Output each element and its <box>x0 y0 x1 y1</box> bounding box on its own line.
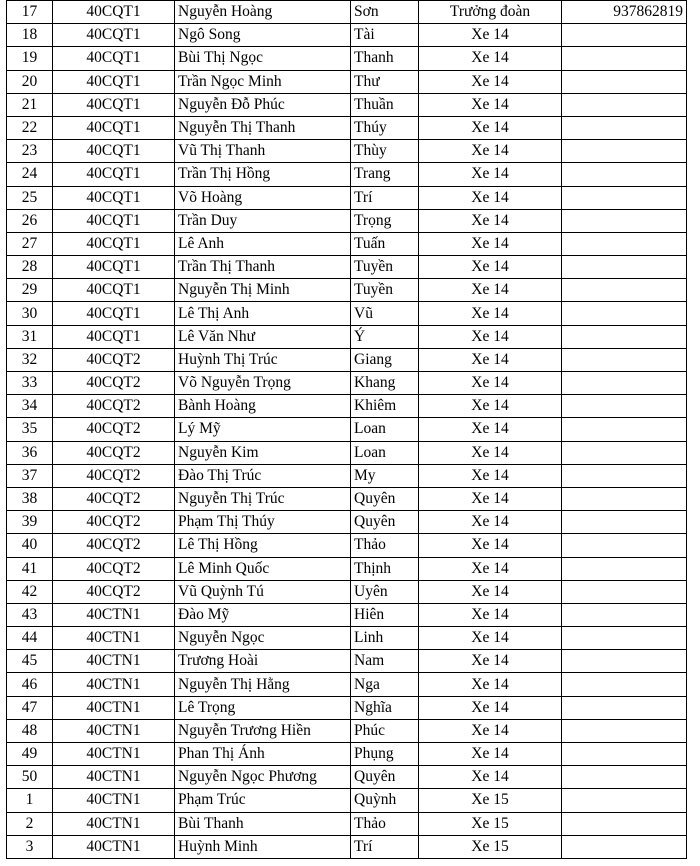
class-code-cell: 40CQT1 <box>53 70 175 93</box>
phone-cell <box>562 395 687 418</box>
given-name-cell: Tài <box>351 24 419 47</box>
class-code-cell: 40CTN1 <box>53 835 175 858</box>
table-row <box>7 1 687 24</box>
row-number-cell: 23 <box>7 140 53 163</box>
surname-cell: Vũ Quỳnh Tú <box>175 580 351 603</box>
class-code-cell: 40CQT1 <box>53 279 175 302</box>
surname-cell: Lê Anh <box>175 232 351 255</box>
phone-cell <box>562 603 687 626</box>
class-code-cell: 40CTN1 <box>53 743 175 766</box>
phone-cell <box>562 719 687 742</box>
given-name-cell: Loan <box>351 418 419 441</box>
phone-cell <box>562 24 687 47</box>
vehicle-note-cell: Xe 14 <box>419 140 562 163</box>
vehicle-note-cell: Xe 14 <box>419 650 562 673</box>
vehicle-note-cell: Xe 14 <box>419 719 562 742</box>
surname-cell: Huỳnh Minh <box>175 835 351 858</box>
vehicle-note-cell: Xe 14 <box>419 302 562 325</box>
phone-cell <box>562 209 687 232</box>
row-number-cell: 17 <box>7 1 53 24</box>
class-code-cell: 40CQT2 <box>53 348 175 371</box>
table-row <box>7 209 687 232</box>
surname-cell: Nguyễn Hoàng <box>175 1 351 24</box>
table-row <box>7 348 687 371</box>
row-number-cell: 31 <box>7 325 53 348</box>
given-name-cell: Tuyền <box>351 279 419 302</box>
phone-cell <box>562 372 687 395</box>
phone-cell <box>562 766 687 789</box>
vehicle-note-cell: Xe 14 <box>419 186 562 209</box>
surname-cell: Phạm Thị Thúy <box>175 511 351 534</box>
phone-cell <box>562 418 687 441</box>
vehicle-note-cell: Xe 14 <box>419 418 562 441</box>
row-number-cell: 1 <box>7 789 53 812</box>
given-name-cell: Uyên <box>351 580 419 603</box>
given-name-cell: My <box>351 464 419 487</box>
class-code-cell: 40CQT2 <box>53 441 175 464</box>
table-row <box>7 743 687 766</box>
phone-cell <box>562 256 687 279</box>
phone-cell <box>562 627 687 650</box>
table-row <box>7 511 687 534</box>
vehicle-note-cell: Xe 14 <box>419 580 562 603</box>
row-number-cell: 22 <box>7 116 53 139</box>
given-name-cell: Phúc <box>351 719 419 742</box>
phone-cell <box>562 511 687 534</box>
row-number-cell: 32 <box>7 348 53 371</box>
vehicle-note-cell: Xe 15 <box>419 835 562 858</box>
vehicle-note-cell: Xe 14 <box>419 511 562 534</box>
given-name-cell: Ý <box>351 325 419 348</box>
vehicle-note-cell: Xe 14 <box>419 603 562 626</box>
row-number-cell: 38 <box>7 487 53 510</box>
vehicle-note-cell: Xe 14 <box>419 279 562 302</box>
given-name-cell: Giang <box>351 348 419 371</box>
surname-cell: Nguyễn Thị Trúc <box>175 487 351 510</box>
class-code-cell: 40CQT1 <box>53 1 175 24</box>
surname-cell: Nguyễn Thị Hằng <box>175 673 351 696</box>
row-number-cell: 48 <box>7 719 53 742</box>
vehicle-note-cell: Xe 14 <box>419 464 562 487</box>
table-row <box>7 534 687 557</box>
vehicle-note-cell: Xe 14 <box>419 743 562 766</box>
surname-cell: Nguyễn Thị Thanh <box>175 116 351 139</box>
row-number-cell: 44 <box>7 627 53 650</box>
vehicle-note-cell: Xe 14 <box>419 441 562 464</box>
table-row <box>7 557 687 580</box>
class-code-cell: 40CQT1 <box>53 140 175 163</box>
given-name-cell: Trí <box>351 835 419 858</box>
vehicle-note-cell: Xe 14 <box>419 116 562 139</box>
surname-cell: Nguyễn Ngọc <box>175 627 351 650</box>
surname-cell: Nguyễn Ngọc Phương <box>175 766 351 789</box>
given-name-cell: Vũ <box>351 302 419 325</box>
class-code-cell: 40CTN1 <box>53 812 175 835</box>
phone-cell <box>562 116 687 139</box>
class-code-cell: 40CQT1 <box>53 325 175 348</box>
class-code-cell: 40CQT2 <box>53 418 175 441</box>
vehicle-note-cell: Xe 14 <box>419 557 562 580</box>
class-code-cell: 40CQT2 <box>53 487 175 510</box>
phone-cell <box>562 186 687 209</box>
phone-cell <box>562 441 687 464</box>
row-number-cell: 28 <box>7 256 53 279</box>
given-name-cell: Thư <box>351 70 419 93</box>
given-name-cell: Quyên <box>351 487 419 510</box>
phone-cell <box>562 580 687 603</box>
row-number-cell: 18 <box>7 24 53 47</box>
row-number-cell: 29 <box>7 279 53 302</box>
phone-cell <box>562 696 687 719</box>
surname-cell: Lê Văn Như <box>175 325 351 348</box>
table-row <box>7 140 687 163</box>
table-row <box>7 232 687 255</box>
vehicle-note-cell: Xe 14 <box>419 766 562 789</box>
given-name-cell: Trọng <box>351 209 419 232</box>
table-row <box>7 302 687 325</box>
phone-cell <box>562 163 687 186</box>
surname-cell: Phan Thị Ánh <box>175 743 351 766</box>
surname-cell: Bành Hoàng <box>175 395 351 418</box>
class-code-cell: 40CQT1 <box>53 209 175 232</box>
class-code-cell: 40CQT2 <box>53 534 175 557</box>
surname-cell: Trần Ngọc Minh <box>175 70 351 93</box>
row-number-cell: 45 <box>7 650 53 673</box>
phone-cell: 937862819 <box>562 1 687 24</box>
table-row <box>7 372 687 395</box>
class-code-cell: 40CQT1 <box>53 116 175 139</box>
row-number-cell: 30 <box>7 302 53 325</box>
table-row <box>7 812 687 835</box>
vehicle-note-cell: Xe 14 <box>419 209 562 232</box>
vehicle-note-cell: Xe 14 <box>419 163 562 186</box>
table-row <box>7 603 687 626</box>
surname-cell: Lý Mỹ <box>175 418 351 441</box>
phone-cell <box>562 743 687 766</box>
given-name-cell: Hiên <box>351 603 419 626</box>
vehicle-note-cell: Xe 14 <box>419 70 562 93</box>
phone-cell <box>562 557 687 580</box>
surname-cell: Võ Nguyễn Trọng <box>175 372 351 395</box>
row-number-cell: 39 <box>7 511 53 534</box>
given-name-cell: Phụng <box>351 743 419 766</box>
table-row <box>7 395 687 418</box>
surname-cell: Trương Hoài <box>175 650 351 673</box>
surname-cell: Đào Thị Trúc <box>175 464 351 487</box>
given-name-cell: Thuần <box>351 93 419 116</box>
vehicle-note-cell: Xe 14 <box>419 93 562 116</box>
phone-cell <box>562 70 687 93</box>
class-code-cell: 40CQT1 <box>53 163 175 186</box>
table-row <box>7 719 687 742</box>
surname-cell: Ngô Song <box>175 24 351 47</box>
vehicle-note-cell: Xe 14 <box>419 696 562 719</box>
class-code-cell: 40CTN1 <box>53 696 175 719</box>
class-code-cell: 40CTN1 <box>53 766 175 789</box>
given-name-cell: Thảo <box>351 812 419 835</box>
surname-cell: Trần Thị Hồng <box>175 163 351 186</box>
vehicle-note-cell: Xe 14 <box>419 232 562 255</box>
surname-cell: Bùi Thị Ngọc <box>175 47 351 70</box>
given-name-cell: Tuyền <box>351 256 419 279</box>
given-name-cell: Thảo <box>351 534 419 557</box>
class-code-cell: 40CQT2 <box>53 395 175 418</box>
phone-cell <box>562 325 687 348</box>
class-code-cell: 40CQT1 <box>53 93 175 116</box>
table-row <box>7 441 687 464</box>
given-name-cell: Linh <box>351 627 419 650</box>
given-name-cell: Trí <box>351 186 419 209</box>
row-number-cell: 27 <box>7 232 53 255</box>
class-code-cell: 40CQT2 <box>53 464 175 487</box>
table-row <box>7 279 687 302</box>
row-number-cell: 50 <box>7 766 53 789</box>
phone-cell <box>562 302 687 325</box>
table-row <box>7 835 687 858</box>
row-number-cell: 34 <box>7 395 53 418</box>
vehicle-note-cell: Xe 14 <box>419 47 562 70</box>
surname-cell: Lê Thị Hồng <box>175 534 351 557</box>
surname-cell: Bùi Thanh <box>175 812 351 835</box>
table-row <box>7 24 687 47</box>
class-code-cell: 40CQT1 <box>53 256 175 279</box>
row-number-cell: 37 <box>7 464 53 487</box>
class-code-cell: 40CTN1 <box>53 627 175 650</box>
class-code-cell: 40CQT2 <box>53 580 175 603</box>
phone-cell <box>562 464 687 487</box>
given-name-cell: Khang <box>351 372 419 395</box>
phone-cell <box>562 93 687 116</box>
given-name-cell: Thùy <box>351 140 419 163</box>
given-name-cell: Nga <box>351 673 419 696</box>
given-name-cell: Trang <box>351 163 419 186</box>
class-code-cell: 40CTN1 <box>53 719 175 742</box>
table-row <box>7 325 687 348</box>
vehicle-note-cell: Xe 14 <box>419 534 562 557</box>
surname-cell: Vũ Thị Thanh <box>175 140 351 163</box>
vehicle-note-cell: Xe 14 <box>419 487 562 510</box>
surname-cell: Võ Hoàng <box>175 186 351 209</box>
table-row <box>7 487 687 510</box>
row-number-cell: 20 <box>7 70 53 93</box>
vehicle-note-cell: Xe 14 <box>419 627 562 650</box>
phone-cell <box>562 487 687 510</box>
class-code-cell: 40CQT1 <box>53 47 175 70</box>
table-row <box>7 789 687 812</box>
vehicle-note-cell: Trưởng đoàn <box>419 1 562 24</box>
row-number-cell: 41 <box>7 557 53 580</box>
given-name-cell: Khiêm <box>351 395 419 418</box>
surname-cell: Nguyễn Thị Minh <box>175 279 351 302</box>
table-row <box>7 47 687 70</box>
class-code-cell: 40CTN1 <box>53 603 175 626</box>
given-name-cell: Sơn <box>351 1 419 24</box>
class-code-cell: 40CTN1 <box>53 650 175 673</box>
phone-cell <box>562 534 687 557</box>
vehicle-note-cell: Xe 14 <box>419 372 562 395</box>
table-row <box>7 163 687 186</box>
given-name-cell: Loan <box>351 441 419 464</box>
table-row <box>7 580 687 603</box>
class-code-cell: 40CQT2 <box>53 557 175 580</box>
surname-cell: Phạm Trúc <box>175 789 351 812</box>
row-number-cell: 40 <box>7 534 53 557</box>
surname-cell: Nguyễn Đỗ Phúc <box>175 93 351 116</box>
row-number-cell: 47 <box>7 696 53 719</box>
given-name-cell: Quyên <box>351 511 419 534</box>
surname-cell: Trần Thị Thanh <box>175 256 351 279</box>
given-name-cell: Thanh <box>351 47 419 70</box>
row-number-cell: 21 <box>7 93 53 116</box>
phone-cell <box>562 673 687 696</box>
given-name-cell: Thúy <box>351 116 419 139</box>
row-number-cell: 42 <box>7 580 53 603</box>
table-row <box>7 186 687 209</box>
surname-cell: Huỳnh Thị Trúc <box>175 348 351 371</box>
class-code-cell: 40CQT1 <box>53 24 175 47</box>
table-row <box>7 627 687 650</box>
vehicle-note-cell: Xe 14 <box>419 395 562 418</box>
table-row <box>7 256 687 279</box>
table-row <box>7 673 687 696</box>
row-number-cell: 36 <box>7 441 53 464</box>
given-name-cell: Quyên <box>351 766 419 789</box>
phone-cell <box>562 279 687 302</box>
class-code-cell: 40CQT2 <box>53 372 175 395</box>
class-code-cell: 40CTN1 <box>53 789 175 812</box>
row-number-cell: 2 <box>7 812 53 835</box>
surname-cell: Lê Trọng <box>175 696 351 719</box>
table-row <box>7 766 687 789</box>
surname-cell: Lê Thị Anh <box>175 302 351 325</box>
row-number-cell: 33 <box>7 372 53 395</box>
phone-cell <box>562 812 687 835</box>
phone-cell <box>562 650 687 673</box>
given-name-cell: Thịnh <box>351 557 419 580</box>
phone-cell <box>562 835 687 858</box>
phone-cell <box>562 140 687 163</box>
vehicle-note-cell: Xe 14 <box>419 673 562 696</box>
table-row <box>7 696 687 719</box>
row-number-cell: 35 <box>7 418 53 441</box>
surname-cell: Nguyễn Kim <box>175 441 351 464</box>
vehicle-note-cell: Xe 14 <box>419 325 562 348</box>
given-name-cell: Nam <box>351 650 419 673</box>
table-row <box>7 650 687 673</box>
phone-cell <box>562 789 687 812</box>
row-number-cell: 46 <box>7 673 53 696</box>
row-number-cell: 19 <box>7 47 53 70</box>
table-row <box>7 116 687 139</box>
class-code-cell: 40CTN1 <box>53 673 175 696</box>
surname-cell: Đào Mỹ <box>175 603 351 626</box>
vehicle-note-cell: Xe 15 <box>419 812 562 835</box>
surname-cell: Lê Minh Quốc <box>175 557 351 580</box>
class-code-cell: 40CQT1 <box>53 302 175 325</box>
phone-cell <box>562 348 687 371</box>
table-row <box>7 70 687 93</box>
row-number-cell: 24 <box>7 163 53 186</box>
class-code-cell: 40CQT2 <box>53 511 175 534</box>
participant-table <box>6 0 687 859</box>
table-row <box>7 418 687 441</box>
table-row <box>7 464 687 487</box>
row-number-cell: 26 <box>7 209 53 232</box>
table-row <box>7 93 687 116</box>
vehicle-note-cell: Xe 14 <box>419 348 562 371</box>
given-name-cell: Nghĩa <box>351 696 419 719</box>
row-number-cell: 3 <box>7 835 53 858</box>
given-name-cell: Quỳnh <box>351 789 419 812</box>
vehicle-note-cell: Xe 14 <box>419 256 562 279</box>
class-code-cell: 40CQT1 <box>53 186 175 209</box>
phone-cell <box>562 47 687 70</box>
phone-cell <box>562 232 687 255</box>
vehicle-note-cell: Xe 14 <box>419 24 562 47</box>
given-name-cell: Tuấn <box>351 232 419 255</box>
row-number-cell: 25 <box>7 186 53 209</box>
row-number-cell: 49 <box>7 743 53 766</box>
class-code-cell: 40CQT1 <box>53 232 175 255</box>
row-number-cell: 43 <box>7 603 53 626</box>
table-body <box>7 1 687 859</box>
vehicle-note-cell: Xe 15 <box>419 789 562 812</box>
surname-cell: Nguyễn Trương Hiền <box>175 719 351 742</box>
surname-cell: Trần Duy <box>175 209 351 232</box>
